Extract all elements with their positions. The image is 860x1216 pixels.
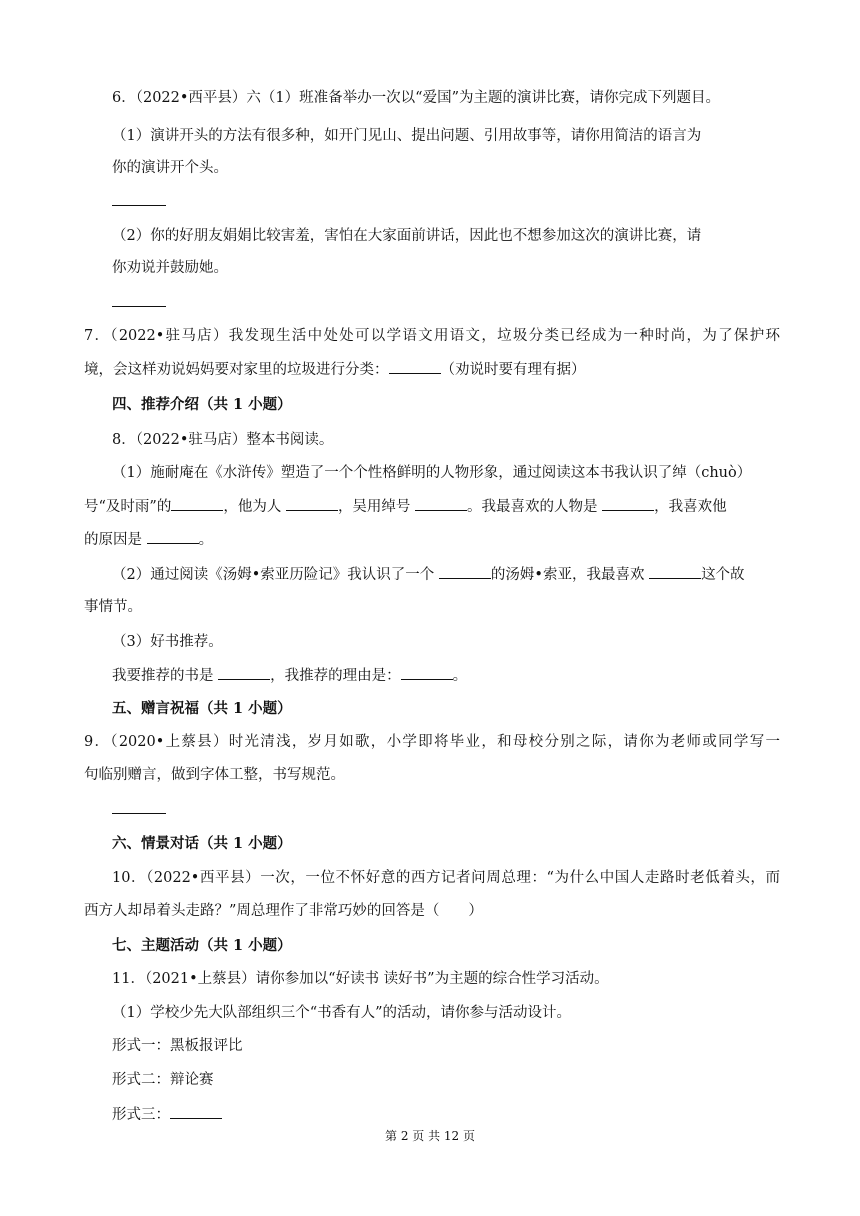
q8-blank-3[interactable] [415,496,467,511]
q8-part3-line2 [112,665,467,686]
q6-part1-answer-blank[interactable] [112,205,166,206]
q8-part1-line1: （1）施耐庵在《水浒传》塑造了一个个性格鲜明的人物形象，通过阅读这本书我认识了绰（chuò） [112,465,752,481]
q11-form2: 形式二：辩论赛 [112,1072,214,1088]
q8-text-c: ，吴用绰号 [337,499,416,515]
q8-blank-5[interactable] [147,529,199,544]
q8-p3-blank-1[interactable] [218,665,270,680]
q7-line2 [84,359,586,380]
q8-blank-2[interactable] [286,496,338,511]
q6-part2-line2: 你劝说并鼓励她。 [112,260,228,276]
q7-line2-text: 境，会这样劝说妈妈要对家里的垃圾进行分类： [84,362,389,378]
q10-line1: 10．（2022•西平县）一次，一位不怀好意的西方记者问周总理：“为什么中国人走路时老低着头，而 [112,870,780,886]
q11-form3-blank[interactable] [170,1104,222,1119]
section-4-title: 四、推荐介绍（共 1 小题） [112,396,292,413]
q10-line2: 西方人却昂着头走路？”周总理作了非常巧妙的回答是（ ） [84,903,483,919]
q8-part1-line3 [84,529,213,550]
q8-text-a: 号“及时雨”的 [84,499,172,515]
q8-p3-text-b: ，我推荐的理由是： [270,668,401,684]
q8-text-d: 。我最喜欢的人物是 [467,499,603,515]
q11-form3 [112,1104,222,1125]
q7-answer-blank[interactable] [389,359,441,374]
q8-p3-blank-2[interactable] [401,665,453,680]
q9-line2: 句临别赠言，做到字体工整，书写规范。 [84,767,345,783]
q11-stem: 11．（2021•上蔡县）请你参加以“好读书 读好书”为主题的综合性学习活动。 [112,971,609,987]
q7-line1: 7．（2022•驻马店）我发现生活中处处可以学语文用语文，垃圾分类已经成为一种时尚，为了保护环 [84,328,780,344]
q8-p2-text-c: 这个故 [701,567,745,583]
q8-blank-4[interactable] [602,496,654,511]
q6-stem: 6．（2022•西平县）六（1）班准备举办一次以“爱国”为主题的演讲比赛，请你完成下列题目。 [112,90,720,106]
q8-blank-1[interactable] [171,496,223,511]
section-6-title: 六、情景对话（共 1 小题） [112,835,292,852]
q11-part1: （1）学校少先大队部组织三个“书香有人”的活动，请你参与活动设计。 [112,1005,572,1021]
q8-part2-line1 [112,564,745,585]
q6-part1-line1: （1）演讲开头的方法有很多种，如开门见山、提出问题、引用故事等，请你用简洁的语言为 [112,128,702,144]
q8-p2-text-a: （2）通过阅读《汤姆•索亚历险记》我认识了一个 [112,567,439,583]
q8-p2-blank-1[interactable] [439,564,491,579]
q6-part2-line1: （2）你的好朋友娟娟比较害羞，害怕在大家面前讲话，因此也不想参加这次的演讲比赛，请 [112,228,702,244]
q6-part1-line2: 你的演讲开个头。 [112,160,228,176]
q11-form3-label: 形式三： [112,1107,170,1123]
q8-text-e: ，我喜欢他 [654,499,727,515]
q8-p2-text-b: 的汤姆•索亚，我最喜欢 [490,567,650,583]
q9-answer-blank[interactable] [112,813,166,814]
q8-p3-text-a: 我要推荐的书是 [112,668,219,684]
q8-stem: 8．（2022•驻马店）整本书阅读。 [112,432,334,448]
section-7-title: 七、主题活动（共 1 小题） [112,937,292,954]
section-5-title: 五、赠言祝福（共 1 小题） [112,700,292,717]
q8-p3-text-c: 。 [452,668,468,684]
q11-form1: 形式一：黑板报评比 [112,1038,243,1054]
q8-p2-blank-2[interactable] [649,564,701,579]
q8-text-b: ，他为人 [223,499,286,515]
q8-part2-line2: 事情节。 [84,599,142,615]
q9-line1: 9．（2020•上蔡县）时光清浅，岁月如歌，小学即将毕业，和母校分别之际，请你为老师或同学写一 [84,734,780,750]
q6-part2-answer-blank[interactable] [112,306,166,307]
q8-text-g: 。 [198,532,214,548]
q8-part1-line2 [84,496,727,517]
page-footer: 第 2 页 共 12 页 [385,1129,475,1143]
q8-text-f: 的原因是 [84,532,147,548]
q8-part3-line1: （3）好书推荐。 [112,634,223,650]
q7-line2-hint: （劝说时要有理有据） [440,362,586,378]
